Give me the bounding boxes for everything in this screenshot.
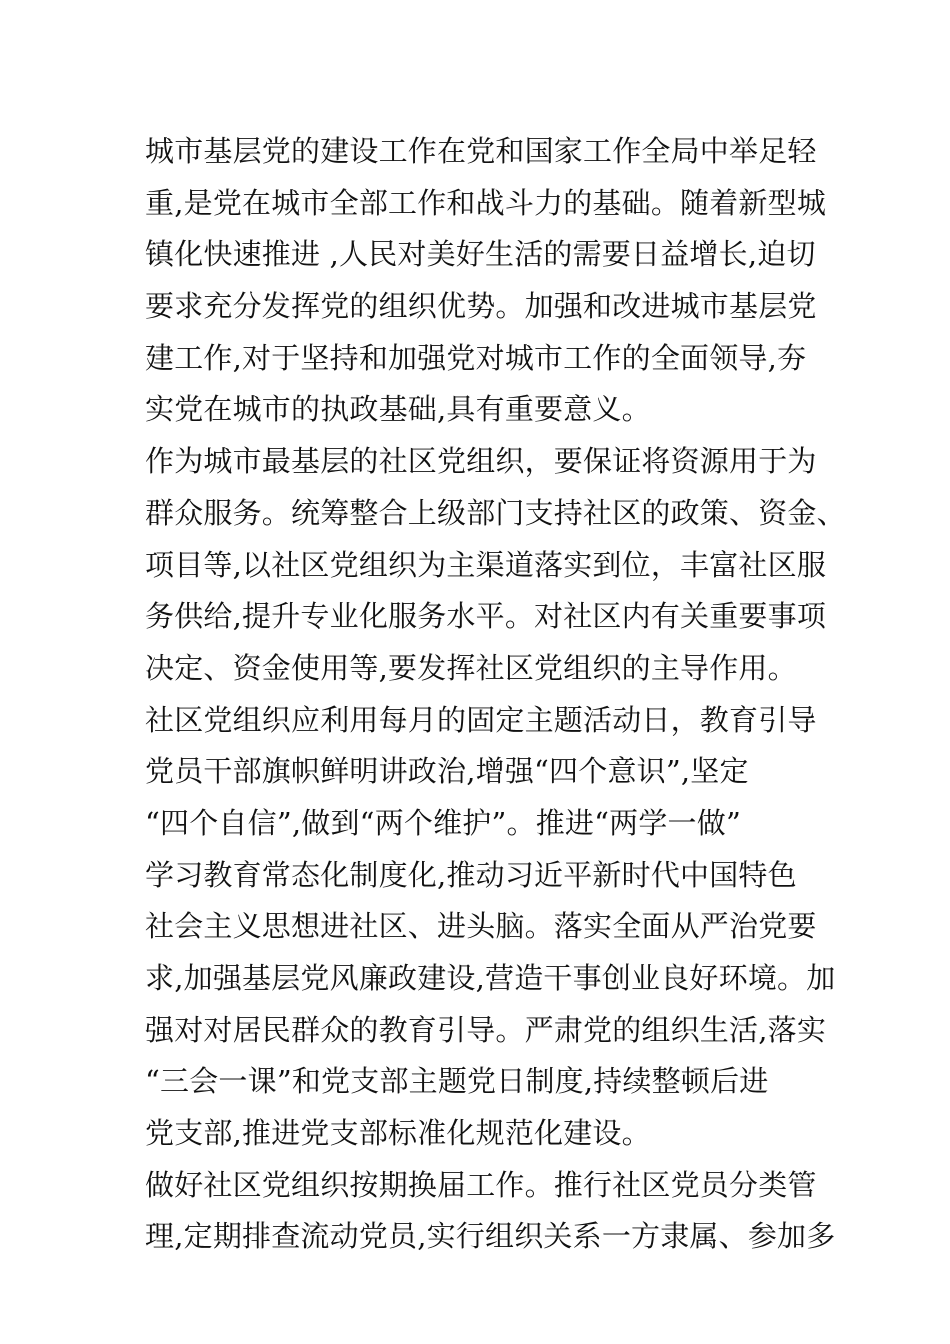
text-line: 要求充分发挥党的组织优势。加强和改进城市基层党: [145, 289, 817, 324]
text-line: 镇化快速推进 ,人民对美好生活的需要日益增长,迫切: [145, 237, 816, 272]
text-line: 建工作,对于坚持和加强党对城市工作的全面领导,夯: [145, 340, 807, 375]
text-line: 实党在城市的执政基础,具有重要意义。: [145, 392, 651, 427]
text-line: 强对对居民群众的教育引导。严肃党的组织生活,落实: [145, 1012, 827, 1047]
text-line: 党员干部旗帜鲜明讲政治,增强“四个意识”,坚定: [145, 754, 749, 789]
text-line: 决定、资金使用等,要发挥社区党组织的主导作用。: [145, 650, 797, 685]
text-line: 社会主义思想进社区、进头脑。落实全面从严治党要: [145, 909, 817, 944]
text-line: 学习教育常态化制度化,推动习近平新时代中国特色: [145, 857, 797, 892]
text-line: “四个自信”,做到“两个维护”。推进“两学一做”: [145, 805, 741, 840]
text-line: 务供给,提升专业化服务水平。对社区内有关重要事项: [145, 599, 827, 634]
text-line: “三会一课”和党支部主题党日制度,持续整顿后进: [145, 1064, 769, 1099]
body-text: [145, 126, 846, 1263]
text-line: 重,是党在城市全部工作和战斗力的基础。随着新型城: [145, 185, 827, 220]
text-line: 理,定期排查流动党员,实行组织关系一方隶属、参加多: [145, 1219, 836, 1254]
text-line: 党支部,推进党支部标准化规范化建设。: [145, 1116, 651, 1151]
text-line: 求,加强基层党风廉政建设,营造干事创业良好环境。加: [145, 961, 836, 995]
text-line: 群众服务。统筹整合上级部门支持社区的政策、资金、: [145, 495, 846, 530]
text-line: 项目等,以社区党组织为主渠道落实到位，丰富社区服: [145, 547, 827, 582]
text-line: 城市基层党的建设工作在党和国家工作全局中举足轻: [145, 134, 817, 168]
text-line: 作为城市最基层的社区党组织，要保证将资源用于为: [145, 444, 817, 479]
text-line: 社区党组织应利用每月的固定主题活动日，教育引导: [145, 702, 817, 737]
text-line: 做好社区党组织按期换届工作。推行社区党员分类管: [145, 1167, 817, 1202]
